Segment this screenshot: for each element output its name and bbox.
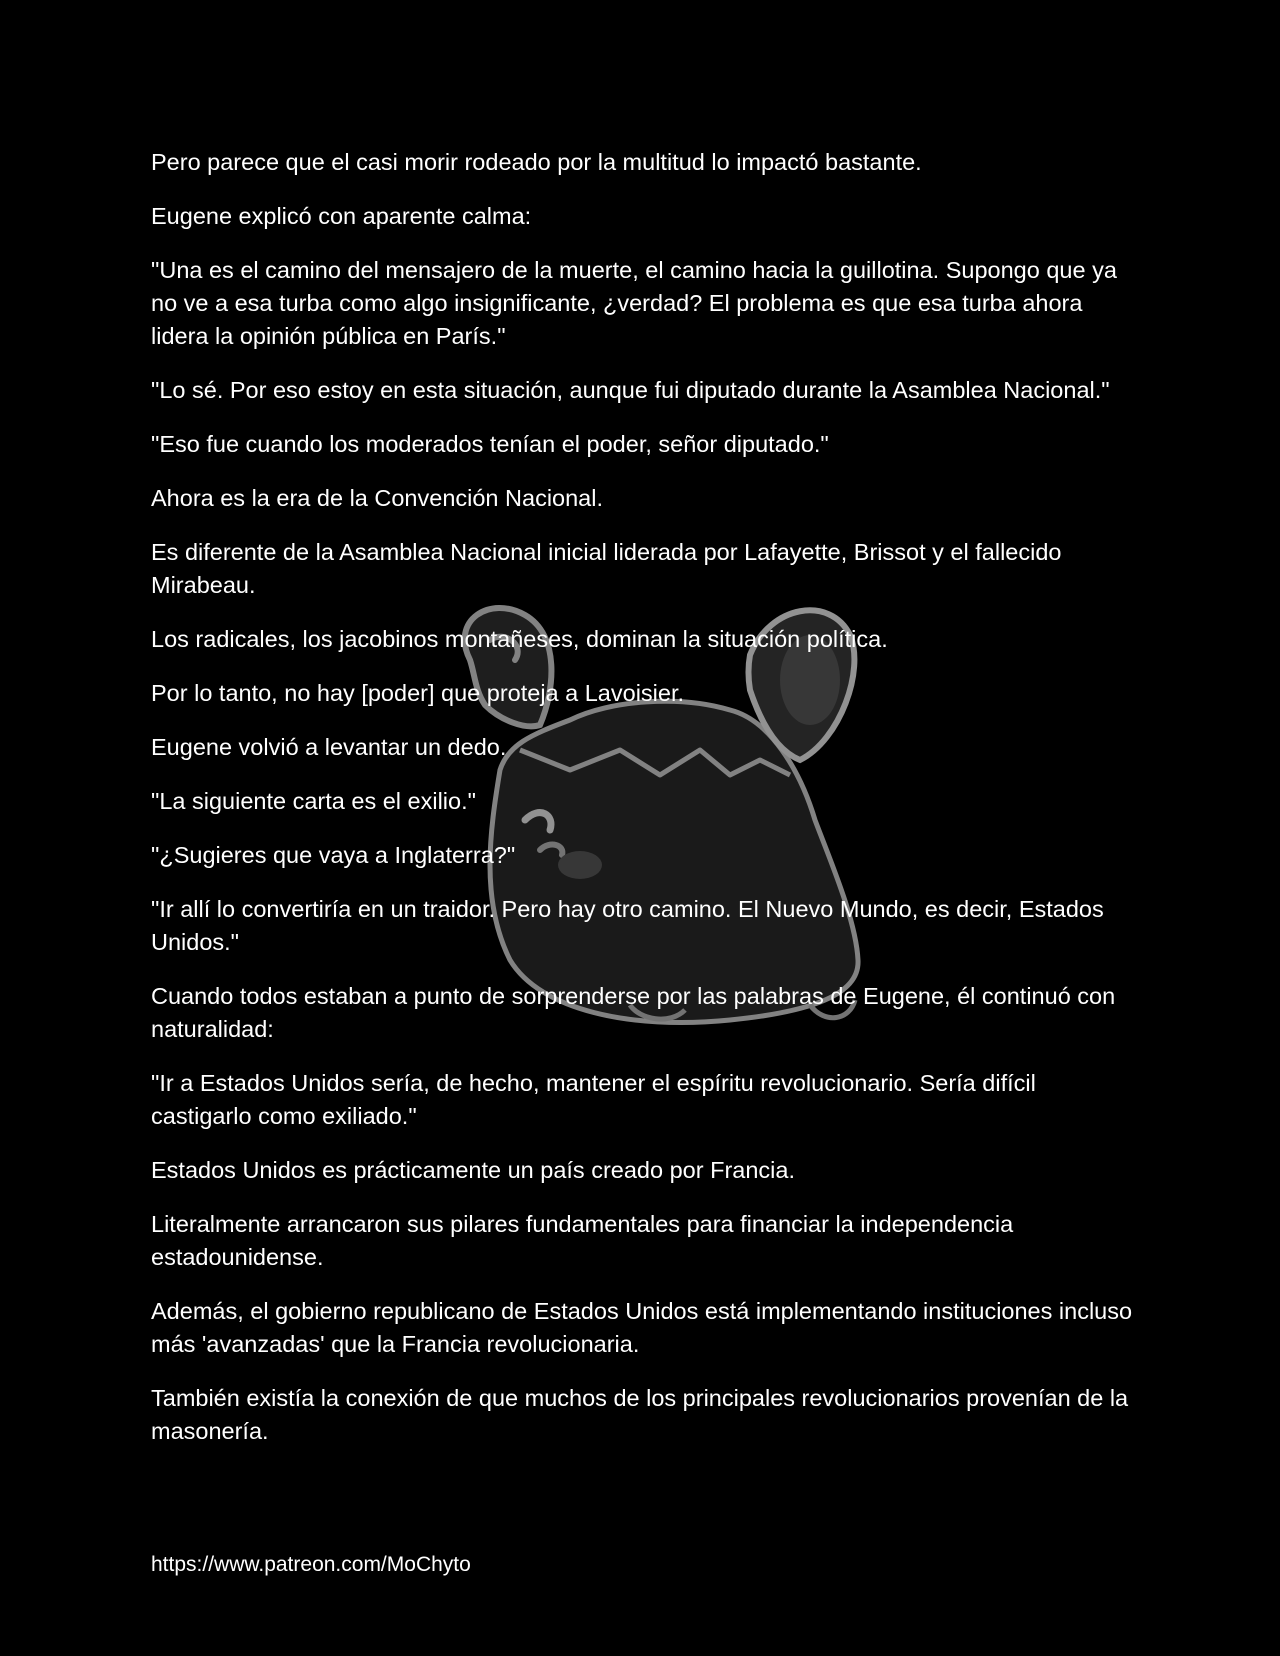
paragraph: Ahora es la era de la Convención Nacional. xyxy=(151,485,603,511)
document-body xyxy=(151,146,1141,1469)
paragraph: Pero parece que el casi morir rodeado por la multitud lo impactó bastante. xyxy=(151,149,922,175)
paragraph: Estados Unidos es prácticamente un país creado por Francia. xyxy=(151,1157,795,1183)
paragraph: Por lo tanto, no hay [poder] que proteja a Lavoisier. xyxy=(151,680,685,706)
paragraph: Cuando todos estaban a punto de sorprenderse por las palabras de Eugene, él continuó con naturalidad: xyxy=(151,983,1116,1042)
paragraph: "Lo sé. Por eso estoy en esta situación, aunque fui diputado durante la Asamblea Nacional." xyxy=(151,377,1110,403)
patreon-link[interactable]: https://www.patreon.com/MoChyto xyxy=(151,1553,471,1576)
paragraph: "La siguiente carta es el exilio." xyxy=(151,788,476,814)
paragraph: Los radicales, los jacobinos montañeses, dominan la situación política. xyxy=(151,626,888,652)
paragraph: "Eso fue cuando los moderados tenían el poder, señor diputado." xyxy=(151,431,829,457)
paragraph: Eugene explicó con aparente calma: xyxy=(151,203,532,229)
paragraph: Literalmente arrancaron sus pilares fundamentales para financiar la independencia estadounidense. xyxy=(151,1211,1014,1270)
paragraph: También existía la conexión de que muchos de los principales revolucionarios provenían de la masonería. xyxy=(151,1385,1129,1444)
paragraph: "Ir allí lo convertiría en un traidor. Pero hay otro camino. El Nuevo Mundo, es decir, Estados Unidos." xyxy=(151,896,1104,955)
paragraph: "Una es el camino del mensajero de la muerte, el camino hacia la guillotina. Supongo que ya no ve a esa turba como algo insignificante, ¿verdad? El problema es que esa turba ahora lidera la opinión pública en París." xyxy=(151,257,1117,349)
paragraph: "¿Sugieres que vaya a Inglaterra?" xyxy=(151,842,516,868)
paragraph: Además, el gobierno republicano de Estados Unidos está implementando instituciones incluso más 'avanzadas' que la Francia revolucionaria. xyxy=(151,1298,1133,1357)
paragraph: Eugene volvió a levantar un dedo. xyxy=(151,734,507,760)
paragraph: "Ir a Estados Unidos sería, de hecho, mantener el espíritu revolucionario. Sería difícil castigarlo como exiliado." xyxy=(151,1070,1036,1129)
paragraph: Es diferente de la Asamblea Nacional inicial liderada por Lafayette, Brissot y el fallecido Mirabeau. xyxy=(151,539,1062,598)
